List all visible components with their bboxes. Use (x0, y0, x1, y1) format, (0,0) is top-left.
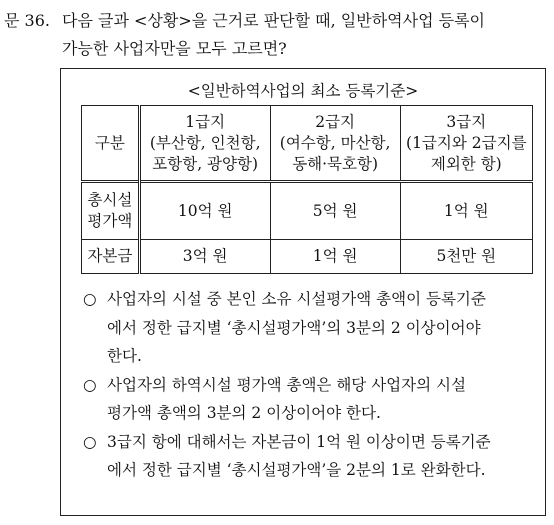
note-line: 3급지 항에 대해서는 자본금이 1억 원 이상이면 등록기준 (107, 432, 491, 451)
grade-1-name: 1급지 (185, 112, 226, 131)
table-cell: 10억 원 (139, 182, 270, 240)
grade-2-ports-line2: 동해·묵호항) (292, 154, 379, 173)
note-line: 한다. (107, 347, 142, 365)
grade-2-header (270, 106, 400, 182)
table-cell: 1억 원 (270, 240, 400, 274)
table-row (82, 182, 533, 240)
note-line: 사업자의 시설 중 본인 소유 시설평가액 총액이 등록기준 (107, 290, 486, 308)
grade-3-name: 3급지 (446, 112, 487, 131)
row-label-line1: 총시설 (87, 191, 133, 209)
grade-3-ports-line2: 제외한 항) (430, 154, 502, 173)
question-text-line1: 다음 글과 <상황>을 근거로 판단할 때, 일반하역사업 등록이 (62, 11, 485, 30)
table-cell: 5천만 원 (400, 240, 532, 274)
note-line: 평가액 총액의 3분의 2 이상이어야 한다. (107, 404, 381, 422)
grade-1-ports-line2: 포항항, 광양항) (152, 154, 259, 173)
conditions-list (81, 285, 533, 485)
note-line: 에서 정한 급지별 ‘총시설평가액’을 2분의 1로 완화한다. (107, 461, 486, 479)
list-item (81, 371, 533, 428)
list-item (81, 285, 533, 371)
header-label-cell: 구분 (82, 106, 140, 182)
row-label-capital: 자본금 (82, 240, 140, 274)
row-label-total-facility (82, 182, 140, 240)
note-line: 에서 정한 급지별 ‘총시설평가액’의 3분의 2 이상이어야 (107, 318, 481, 337)
grade-3-ports-line1: (1급지와 2급지를 (406, 133, 527, 152)
list-item (81, 428, 533, 485)
circle-bullet-icon: ○ (83, 290, 97, 308)
circle-bullet-icon: ○ (83, 375, 97, 394)
question-number: 문 36. (4, 11, 50, 30)
grade-1-header (139, 106, 270, 182)
table-header-row (82, 106, 533, 182)
table-cell: 1억 원 (400, 182, 532, 240)
circle-bullet-icon: ○ (83, 432, 97, 451)
table-row (82, 240, 533, 274)
row-label-line2: 평가액 (87, 212, 133, 230)
registration-criteria-table (81, 105, 533, 274)
question-text-line2: 가능한 사업자만을 모두 고르면? (62, 39, 287, 58)
passage-box (60, 68, 546, 516)
table-cell: 5억 원 (270, 182, 400, 240)
grade-2-ports-line1: (여수항, 마산항, (279, 133, 391, 152)
table-cell: 3억 원 (139, 240, 270, 274)
grade-3-header (400, 106, 532, 182)
note-line: 사업자의 하역시설 평가액 총액은 해당 사업자의 시설 (107, 375, 466, 394)
table-title: <일반하역사업의 최소 등록기준> (187, 82, 419, 100)
grade-2-name: 2급지 (315, 112, 356, 131)
grade-1-ports-line1: (부산항, 인천항, (149, 133, 261, 152)
